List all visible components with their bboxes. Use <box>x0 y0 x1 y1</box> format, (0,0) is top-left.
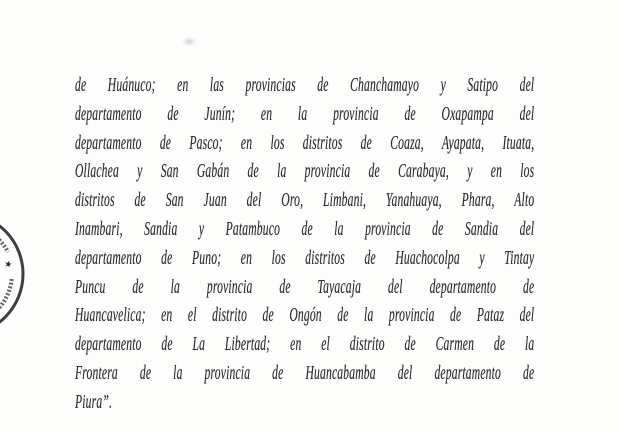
text-line: de Huánuco; en las provincias de Chanchamayo y Satipo del <box>75 75 535 96</box>
scan-smudge <box>182 37 197 46</box>
text-line: departamento de Pasco; en los distritos de Coaza, Ayapata, Ituata, <box>75 132 535 154</box>
text-line: Inambari, Sandia y Patambuco de la provincia de Sandia del <box>75 218 535 240</box>
text-line: Huancavelica; en el distrito de Ongón de la provincia de Pataz del <box>75 305 535 327</box>
seal-star-icon: ★ <box>2 259 14 271</box>
document-body-text <box>75 72 534 418</box>
text-line: Piura”. <box>75 391 113 413</box>
text-line: Ollachea y San Gabán de la provincia de Carabaya, y en los <box>75 161 535 183</box>
seal-text-band-upper <box>0 237 8 252</box>
text-line: Puncu de la provincia de Tayacaja del departamento de <box>75 276 535 298</box>
official-seal-icon <box>0 211 32 337</box>
text-line: departamento de Puno; en los distritos de Huachocolpa y Tintay <box>75 247 535 269</box>
seal-text-band-lower <box>0 279 12 313</box>
text-line: departamento de La Libertad; en el distrito de Carmen de la <box>75 334 535 356</box>
text-line: distritos de San Juan del Oro, Limbani, Yanahuaya, Phara, Alto <box>75 190 535 212</box>
seal-outer-ring <box>0 213 23 335</box>
text-line: departamento de Junín; en la provincia de Oxapampa del <box>75 103 535 125</box>
text-line: Frontera de la provincia de Huancabamba del departamento de <box>75 362 535 384</box>
